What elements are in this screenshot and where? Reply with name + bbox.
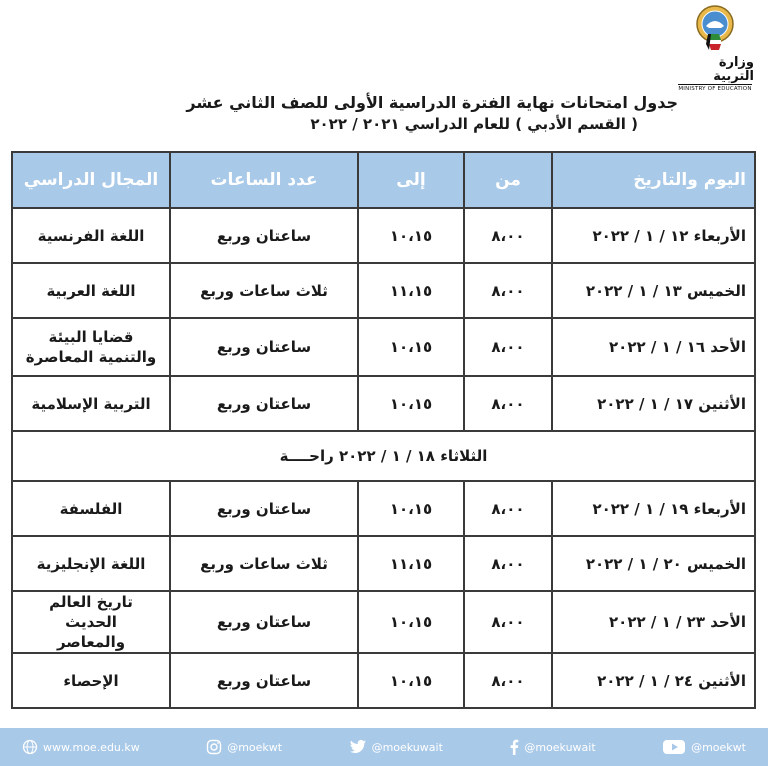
table-row (12, 208, 755, 263)
cell-hours: ساعتان وربع (170, 376, 358, 431)
cell-from: ٨،٠٠ (464, 653, 552, 708)
cell-subject (12, 591, 170, 653)
cell-day: الأحد ١٦ / ١ / ٢٠٢٢ (552, 318, 755, 376)
header-subject: المجال الدراسي (12, 152, 170, 208)
header-day: اليوم والتاريخ (552, 152, 755, 208)
cell-from: ٨،٠٠ (464, 481, 552, 536)
cell-hours: ساعتان وربع (170, 318, 358, 376)
cell-to: ١٠،١٥ (358, 208, 464, 263)
cell-day: الأربعاء ١٩ / ١ / ٢٠٢٢ (552, 481, 755, 536)
footer-bar (0, 728, 768, 766)
cell-to: ١٠،١٥ (358, 591, 464, 653)
kuwait-emblem-icon (694, 4, 736, 54)
cell-from: ٨،٠٠ (464, 263, 552, 318)
rest-day-row (12, 431, 755, 481)
table-row (12, 376, 755, 431)
table-header-row (12, 152, 755, 208)
logo-english-text: MINISTRY OF EDUCATION (678, 86, 752, 92)
exam-schedule-table (11, 151, 756, 709)
cell-hours: ساعتان وربع (170, 653, 358, 708)
subject-line-2: والمعاصر (56, 633, 126, 651)
table-row (12, 263, 755, 318)
cell-day: الأثنين ١٧ / ١ / ٢٠٢٢ (552, 376, 755, 431)
facebook-icon (509, 739, 519, 755)
cell-to: ١٠،١٥ (358, 318, 464, 376)
instagram-icon (206, 739, 222, 755)
instagram-text: @moekwt (227, 740, 283, 754)
cell-from: ٨،٠٠ (464, 536, 552, 591)
cell-subject: اللغة العربية (12, 263, 170, 318)
cell-subject: اللغة الإنجليزية (12, 536, 170, 591)
cell-day: الأثنين ٢٤ / ١ / ٢٠٢٢ (552, 653, 755, 708)
table-row (12, 653, 755, 708)
header-to: إلى (358, 152, 464, 208)
table-row (12, 536, 755, 591)
website-link[interactable] (22, 739, 140, 755)
cell-subject: التربية الإسلامية (12, 376, 170, 431)
cell-from: ٨،٠٠ (464, 318, 552, 376)
header-hours: عدد الساعات (170, 152, 358, 208)
table-row (12, 318, 755, 376)
cell-subject: اللغة الفرنسية (12, 208, 170, 263)
cell-from: ٨،٠٠ (464, 591, 552, 653)
cell-from: ٨،٠٠ (464, 376, 552, 431)
instagram-link[interactable] (206, 739, 282, 755)
cell-day: الخميس ٢٠ / ١ / ٢٠٢٢ (552, 536, 755, 591)
logo-arabic-text: وزارة التربية (713, 55, 754, 84)
cell-to: ١١،١٥ (358, 263, 464, 318)
cell-hours: ساعتان وربع (170, 208, 358, 263)
cell-subject: الإحصاء (12, 653, 170, 708)
cell-hours: ساعتان وربع (170, 591, 358, 653)
cell-hours: ثلاث ساعات وربع (170, 263, 358, 318)
cell-day: الأحد ٢٣ / ١ / ٢٠٢٢ (552, 591, 755, 653)
page-subtitle: ( القسم الأدبي ) للعام الدراسي ٢٠٢١ / ٢٠٢٢ (310, 115, 638, 133)
schedule-titles (0, 92, 678, 134)
youtube-icon (662, 739, 686, 755)
header-from: من (464, 152, 552, 208)
cell-subject: الفلسفة (12, 481, 170, 536)
youtube-link[interactable] (662, 739, 746, 755)
cell-hours: ثلاث ساعات وربع (170, 536, 358, 591)
cell-to: ١٠،١٥ (358, 376, 464, 431)
twitter-icon (349, 739, 367, 755)
youtube-text: @moekwt (691, 740, 746, 754)
twitter-link[interactable] (349, 739, 443, 755)
page-title: جدول امتحانات نهاية الفترة الدراسية الأولى للصف الثاني عشر (186, 93, 678, 112)
rest-day-cell: الثلاثاء ١٨ / ١ / ٢٠٢٢ راحــــة (12, 431, 755, 481)
cell-from: ٨،٠٠ (464, 208, 552, 263)
globe-icon (22, 739, 38, 755)
subject-line-1: تاريخ العالم الحديث (49, 593, 133, 631)
cell-day: الأربعاء ١٢ / ١ / ٢٠٢٢ (552, 208, 755, 263)
ministry-logo (676, 4, 754, 93)
facebook-text: @moekuwait (524, 740, 596, 754)
cell-day: الخميس ١٣ / ١ / ٢٠٢٢ (552, 263, 755, 318)
cell-subject (12, 318, 170, 376)
subject-line-2: والتنمية المعاصرة (25, 348, 157, 366)
cell-to: ١٠،١٥ (358, 653, 464, 708)
cell-hours: ساعتان وربع (170, 481, 358, 536)
table-row (12, 481, 755, 536)
cell-to: ١٠،١٥ (358, 481, 464, 536)
subject-line-1: قضايا البيئة (48, 328, 134, 346)
twitter-text: @moekuwait (371, 740, 443, 754)
facebook-link[interactable] (509, 739, 595, 755)
cell-to: ١١،١٥ (358, 536, 464, 591)
table-row (12, 591, 755, 653)
website-text: www.moe.edu.kw (43, 740, 140, 754)
